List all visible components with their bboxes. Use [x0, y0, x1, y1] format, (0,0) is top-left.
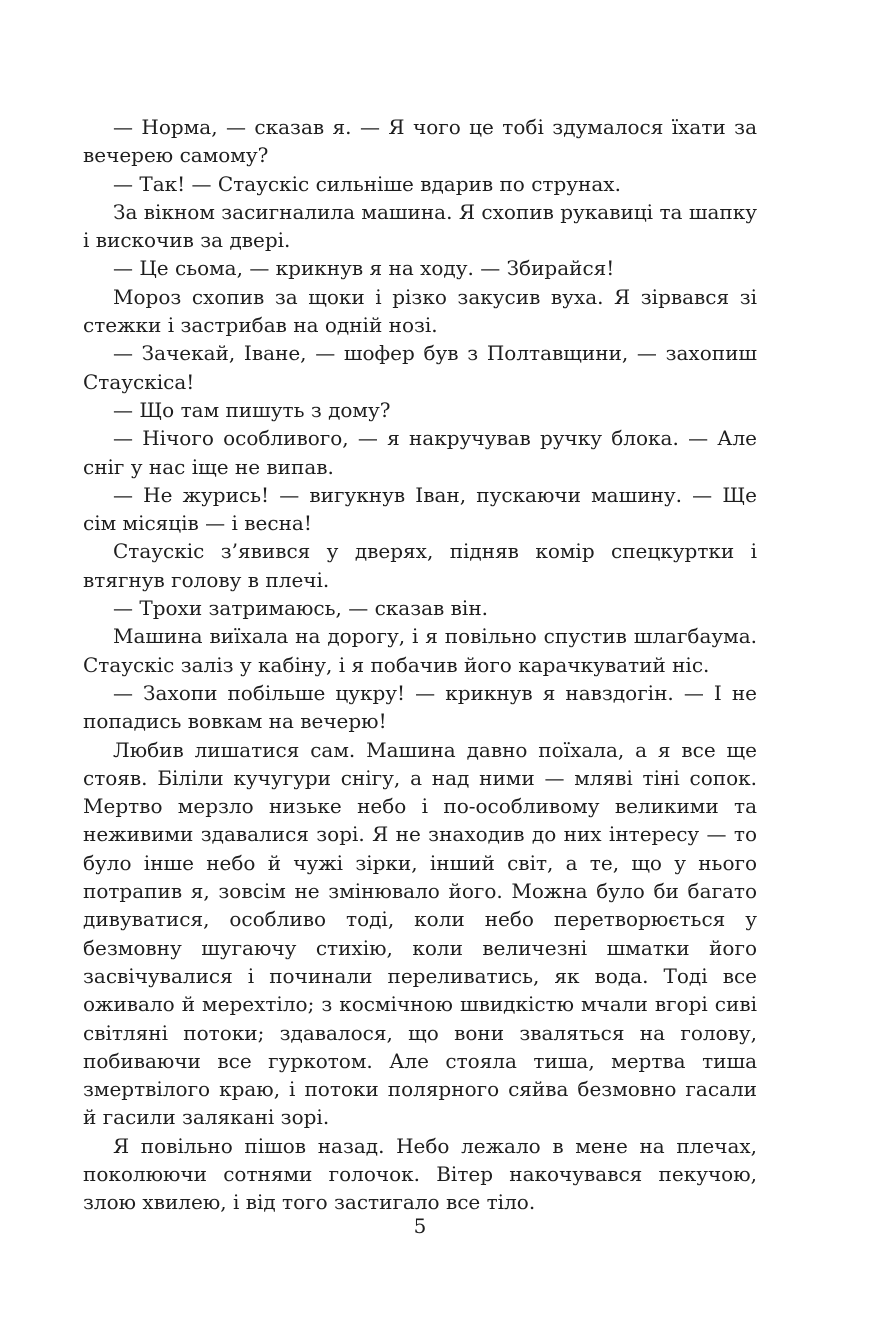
paragraph: — Не журись! — вигукнув Іван, пускаючи машину. — Ще сім місяців — і весна! — [83, 482, 757, 536]
paragraph: За вікном засигналила машина. Я схопив рукавиці та шапку і вискочив за двері. — [83, 199, 757, 253]
paragraph: — Норма, — сказав я. — Я чого це тобі здумалося їхати за вечерею самому? — [83, 115, 757, 168]
paragraph: — Це сьома, — крикнув я на ходу. — Збирайся! — [113, 256, 615, 281]
paragraph: — Нічого особливого, — я накручував ручку блока. — Але сніг у нас іще не випав. — [83, 426, 757, 479]
paragraph: — Трохи затримаюсь, — сказав він. — [113, 596, 489, 621]
paragraph: — Зачекай, Іване, — шофер був з Полтавщини, — захопиш Стаускіса! — [83, 341, 757, 394]
paragraph: Стаускіс з’явився у дверях, підняв комір спецкуртки і втягнув голову в плечі. — [83, 539, 757, 592]
paragraph: — Що там пишуть з дому? — [113, 397, 391, 422]
page-number: 5 — [413, 1214, 427, 1238]
paragraph: Я повільно пішов назад. Небо лежало в мене на плечах, поколюючи сотнями голочок. Вітер накочувався пекучою, злою хвилею, і від того застигало все тіло. — [83, 1133, 757, 1215]
paragraph: — Так! — Стаускіс сильніше вдарив по струнах. — [113, 171, 621, 196]
page-body — [83, 113, 757, 1217]
paragraph: Любив лишатися сам. Машина давно поїхала, а я все ще стояв. Біліли кучугури снігу, а над ними — мляві тіні сопок. Мертво мерзло низьке небо і по-особливому великими та неживими здавалися зорі. Я не знаходив до них інтересу — то було інше небо й чужі зірки, інший світ, а те, що у нього потрапив я, зовсім не змінювало його. Можна було би багато дивуватися, особливо тоді, коли небо перетворюється у безмовну шугаючу стихію, коли величезні шматки його засвічувалися і починали переливатись, як вода. Тоді все оживало й мерехтіло; з космічною швидкістю мчали вгорі сиві світляні потоки; здавалося, що вони зваляться на голову, побиваючи все гуркотом. Але стояла тиша, мертва тиша змертвілого краю, і потоки полярного сяйва безмовно гасали й гасили залякані зорі. — [83, 737, 757, 1130]
paragraph: — Захопи побільше цукру! — крикнув я навздогін. — І не попадись вовкам на вечерю! — [83, 680, 757, 734]
paragraph: Мороз схопив за щоки і різко закусив вуха. Я зірвався зі стежки і застрибав на одній нозі. — [83, 284, 757, 338]
paragraph: Машина виїхала на дорогу, і я повільно спустив шлагбаума. Стаускіс заліз у кабіну, і я побачив його карачкуватий ніс. — [83, 624, 757, 677]
